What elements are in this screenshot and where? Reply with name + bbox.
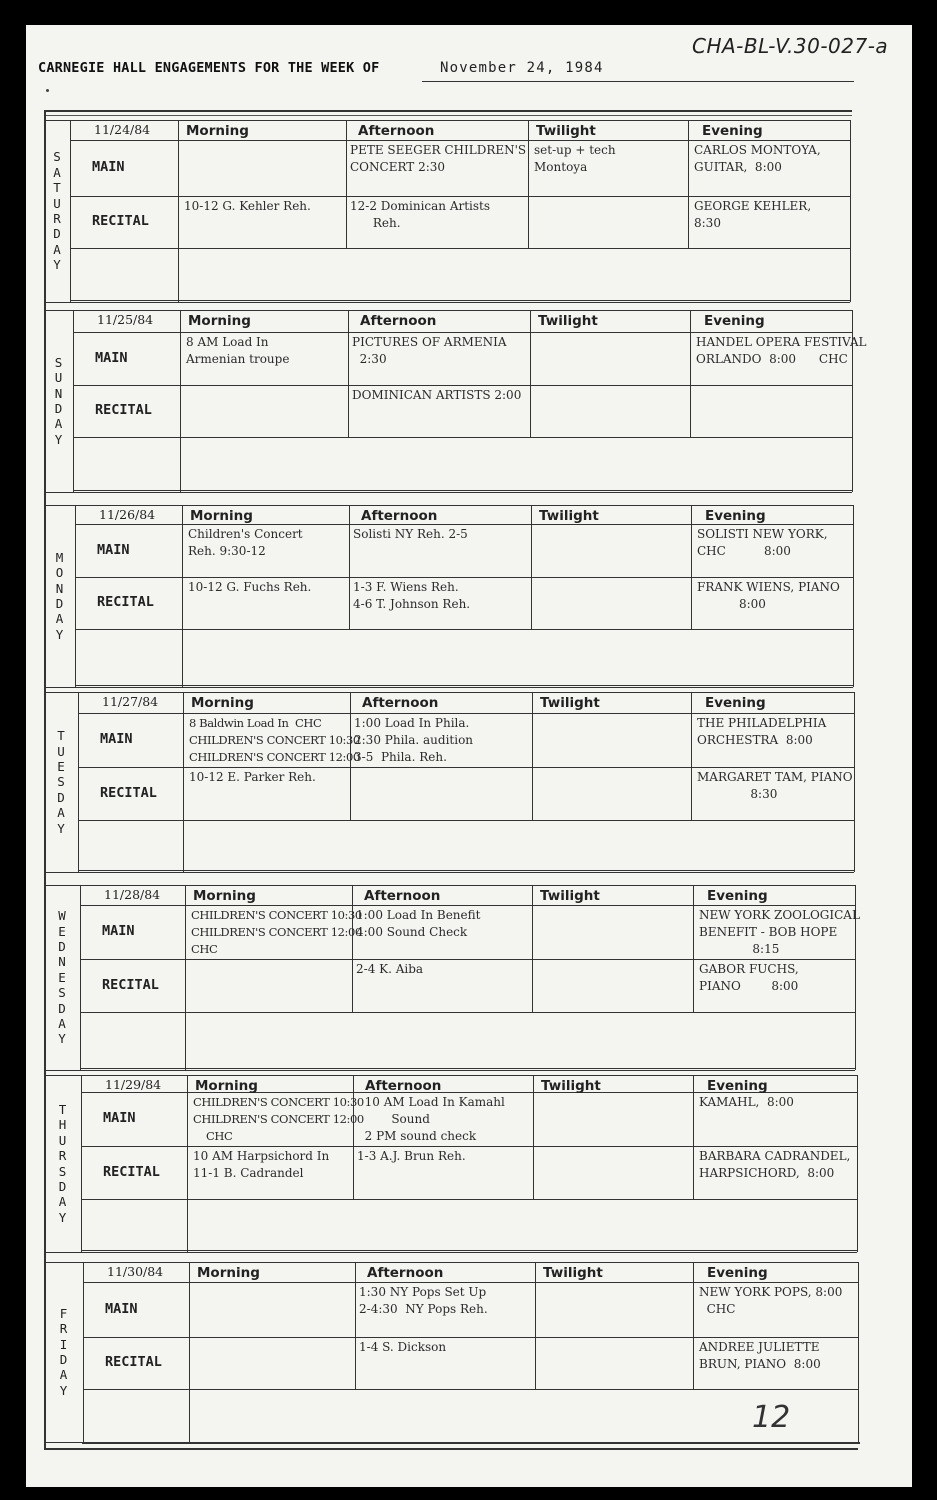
- recital-afternoon-cell: 2-4 K. Aiba: [356, 962, 424, 976]
- recital-afternoon-cell: 1-3 A.J. Brun Reh.: [357, 1149, 466, 1163]
- day-right-line: [858, 1262, 859, 1442]
- slot-header-twilight: Twilight: [540, 695, 600, 711]
- slot-header-evening: Evening: [707, 1265, 768, 1281]
- slot-header-morning: Morning: [186, 123, 249, 139]
- label-divider: [180, 310, 181, 492]
- recital-row-label: RECITAL: [102, 976, 159, 993]
- main-evening-cell: SOLISTI NEW YORK, CHC 8:00: [697, 527, 828, 558]
- row-line: [70, 248, 850, 249]
- day-name-divider: [75, 505, 76, 687]
- recital-afternoon-cell: 1-3 F. Wiens Reh. 4-6 T. Johnson Reh.: [353, 580, 471, 611]
- day-name: S U N D A Y: [54, 354, 63, 447]
- recital-evening-cell: FRANK WIENS, PIANO 8:00: [697, 580, 840, 611]
- day-name-divider: [70, 120, 71, 302]
- slot-header-afternoon: Afternoon: [360, 313, 437, 329]
- label-divider: [185, 885, 186, 1070]
- day-name: M O N D A Y: [55, 549, 64, 642]
- week-date: November 24, 1984: [440, 60, 604, 76]
- twilight-evening-divider: [690, 310, 691, 437]
- main-evening-cell: NEW YORK POPS, 8:00 CHC: [699, 1285, 843, 1316]
- main-afternoon-cell: 1:00 Load In Benefit 4:00 Sound Check: [356, 908, 481, 939]
- recital-afternoon-cell: 12-2 Dominican Artists Reh.: [350, 199, 491, 230]
- day-bottom-line: [44, 872, 854, 873]
- row-line: [81, 1199, 857, 1200]
- slot-header-morning: Morning: [195, 1078, 258, 1094]
- row-line: [75, 629, 853, 630]
- slot-header-afternoon: Afternoon: [365, 1078, 442, 1094]
- main-morning-cell: CHILDREN'S CONCERT 10:30 CHILDREN'S CONCERT 12:00 CHC: [191, 908, 362, 956]
- main-row-label: MAIN: [95, 349, 128, 366]
- slot-header-evening: Evening: [702, 123, 763, 139]
- recital-evening-cell: MARGARET TAM, PIANO 8:30: [697, 770, 853, 801]
- main-afternoon-cell: 1:00 Load In Phila. 2:30 Phila. audition 3-5 Phila. Reh.: [354, 716, 474, 764]
- row-line: [81, 1250, 857, 1251]
- main-evening-cell: NEW YORK ZOOLOGICAL BENEFIT - BOB HOPE 8:15: [699, 908, 860, 956]
- afternoon-twilight-divider: [530, 310, 531, 437]
- day-right-line: [854, 692, 855, 872]
- row-line: [78, 870, 854, 871]
- main-morning-cell: 8 Baldwin Load In CHC CHILDREN'S CONCERT 10:30 CHILDREN'S CONCERT 12:00: [189, 716, 360, 764]
- main-morning-cell: Children's Concert Reh. 9:30-12: [188, 527, 303, 558]
- day-name-divider: [81, 1075, 82, 1252]
- table-top-border: [44, 110, 852, 112]
- day-name: S A T U R D A Y: [53, 149, 61, 273]
- main-row-label: MAIN: [92, 159, 125, 175]
- slot-header-evening: Evening: [705, 508, 766, 524]
- row-line: [73, 490, 852, 491]
- row-line: [80, 1068, 855, 1069]
- day-date: 11/29/84: [105, 1077, 162, 1092]
- day-date: 11/25/84: [97, 312, 154, 327]
- day-date: 11/27/84: [102, 694, 159, 709]
- main-afternoon-cell: Solisti NY Reh. 2-5: [353, 527, 468, 541]
- slot-header-afternoon: Afternoon: [358, 123, 435, 139]
- main-afternoon-cell: PETE SEEGER CHILDREN'S CONCERT 2:30: [350, 143, 527, 174]
- stray-mark: [46, 89, 49, 92]
- date-underline: [422, 81, 854, 82]
- slot-header-afternoon: Afternoon: [364, 888, 441, 904]
- slot-header-morning: Morning: [188, 313, 251, 329]
- main-afternoon-cell: 1:30 NY Pops Set Up 2-4:30 NY Pops Reh.: [359, 1285, 488, 1316]
- label-divider: [189, 1262, 190, 1442]
- recital-evening-cell: ANDREE JULIETTE BRUN, PIANO 8:00: [699, 1340, 821, 1371]
- main-morning-cell: CHILDREN'S CONCERT 10:30 CHILDREN'S CONCERT 12:00 CHC: [193, 1095, 364, 1143]
- recital-morning-cell: 10-12 G. Fuchs Reh.: [188, 580, 312, 594]
- day-name-divider: [73, 310, 74, 492]
- label-divider: [187, 1075, 188, 1252]
- row-line: [83, 1389, 858, 1390]
- day-name: W E D N E S D A Y: [58, 908, 66, 1047]
- main-morning-cell: 8 AM Load In Armenian troupe: [186, 335, 290, 366]
- recital-row-label: RECITAL: [92, 213, 149, 229]
- afternoon-twilight-divider: [533, 1075, 534, 1199]
- row-line: [80, 1012, 855, 1013]
- slot-header-evening: Evening: [707, 888, 768, 904]
- slot-header-twilight: Twilight: [538, 313, 598, 329]
- main-afternoon-cell: PICTURES OF ARMENIA 2:30: [352, 335, 507, 366]
- day-bottom-line: [44, 1070, 855, 1071]
- label-divider: [178, 120, 179, 302]
- slot-header-twilight: Twilight: [541, 1078, 601, 1094]
- recital-afternoon-cell: DOMINICAN ARTISTS 2:00: [352, 388, 522, 402]
- twilight-evening-divider: [693, 1075, 694, 1199]
- page-title: CARNEGIE HALL ENGAGEMENTS FOR THE WEEK OF: [38, 60, 380, 76]
- slot-header-evening: Evening: [704, 313, 765, 329]
- day-top-line: [44, 310, 852, 311]
- slot-header-afternoon: Afternoon: [367, 1265, 444, 1281]
- day-top-line: [44, 505, 853, 506]
- row-line: [70, 300, 850, 301]
- main-row-label: MAIN: [100, 731, 133, 747]
- day-name-divider: [83, 1262, 84, 1442]
- day-top-line: [44, 1262, 858, 1263]
- slot-header-morning: Morning: [197, 1265, 260, 1281]
- recital-morning-cell: 10-12 G. Kehler Reh.: [184, 199, 311, 213]
- main-row-label: MAIN: [102, 923, 135, 939]
- day-top-line: [44, 885, 855, 886]
- recital-row-label: RECITAL: [95, 402, 152, 418]
- slot-header-evening: Evening: [705, 695, 766, 711]
- table-top-border-inner: [44, 115, 852, 116]
- main-evening-cell: KAMAHL, 8:00: [699, 1095, 794, 1109]
- day-date: 11/24/84: [94, 122, 151, 137]
- recital-row-label: RECITAL: [97, 594, 154, 610]
- day-date: 11/26/84: [99, 507, 156, 522]
- slot-header-twilight: Twilight: [540, 888, 600, 904]
- recital-row-label: RECITAL: [100, 784, 157, 801]
- recital-evening-cell: GEORGE KEHLER, 8:30: [694, 199, 812, 230]
- row-line: [78, 820, 854, 821]
- day-name-divider: [78, 692, 79, 872]
- day-name: F R I D A Y: [59, 1305, 68, 1398]
- day-date: 11/30/84: [107, 1264, 164, 1279]
- day-name-divider: [80, 885, 81, 1070]
- morning-afternoon-divider: [348, 310, 349, 437]
- day-right-line: [850, 120, 851, 302]
- main-afternoon-cell: 10 AM Load In Kamahl Sound 2 PM sound check: [364, 1095, 505, 1143]
- slot-header-morning: Morning: [193, 888, 256, 904]
- slot-header-evening: Evening: [707, 1078, 768, 1094]
- main-row-label: MAIN: [103, 1110, 136, 1126]
- main-twilight-cell: set-up + tech Montoya: [534, 143, 616, 174]
- day-right-line: [857, 1075, 858, 1252]
- label-divider: [182, 505, 183, 687]
- main-evening-cell: HANDEL OPERA FESTIVAL ORLANDO 8:00 CHC: [696, 335, 867, 366]
- main-evening-cell: THE PHILADELPHIA ORCHESTRA 8:00: [697, 716, 827, 747]
- slot-header-afternoon: Afternoon: [362, 695, 439, 711]
- archive-code: CHA-BL-V.30-027-a: [692, 34, 889, 58]
- main-row-label: MAIN: [97, 541, 130, 558]
- afternoon-twilight-divider: [532, 692, 533, 820]
- slot-header-twilight: Twilight: [543, 1265, 603, 1281]
- day-bottom-line: [44, 1252, 857, 1253]
- twilight-evening-divider: [691, 692, 692, 820]
- table-bottom-border: [44, 1448, 858, 1450]
- recital-row-label: RECITAL: [105, 1354, 162, 1370]
- day-date: 11/28/84: [104, 887, 161, 902]
- main-evening-cell: CARLOS MONTOYA, GUITAR, 8:00: [694, 143, 821, 174]
- day-bottom-line: [44, 687, 853, 688]
- day-name: T H U R S D A Y: [58, 1101, 67, 1225]
- slot-header-afternoon: Afternoon: [361, 508, 438, 524]
- recital-morning-cell: 10 AM Harpsichord In 11-1 B. Cadrandel: [193, 1149, 330, 1180]
- recital-morning-cell: 10-12 E. Parker Reh.: [189, 770, 316, 784]
- day-top-line: [44, 692, 854, 693]
- day-top-line: [44, 1075, 857, 1076]
- recital-afternoon-cell: 1-4 S. Dickson: [359, 1340, 447, 1354]
- day-bottom-line: [44, 302, 850, 303]
- row-line: [73, 437, 852, 438]
- row-line: [75, 685, 853, 686]
- slot-header-morning: Morning: [190, 508, 253, 524]
- slot-header-twilight: Twilight: [539, 508, 599, 524]
- day-name: T U E S D A Y: [57, 728, 65, 836]
- day-bottom-line: [44, 492, 852, 493]
- row-line: [83, 1442, 858, 1443]
- recital-evening-cell: GABOR FUCHS, PIANO 8:00: [699, 962, 799, 993]
- slot-header-twilight: Twilight: [536, 123, 596, 139]
- day-right-line: [853, 505, 854, 687]
- page-number: 12: [752, 1400, 791, 1435]
- recital-row-label: RECITAL: [103, 1163, 160, 1180]
- recital-evening-cell: BARBARA CADRANDEL, HARPSICHORD, 8:00: [699, 1149, 851, 1180]
- label-divider: [183, 692, 184, 872]
- main-row-label: MAIN: [105, 1300, 138, 1317]
- day-top-line: [44, 120, 850, 121]
- slot-header-morning: Morning: [191, 695, 254, 711]
